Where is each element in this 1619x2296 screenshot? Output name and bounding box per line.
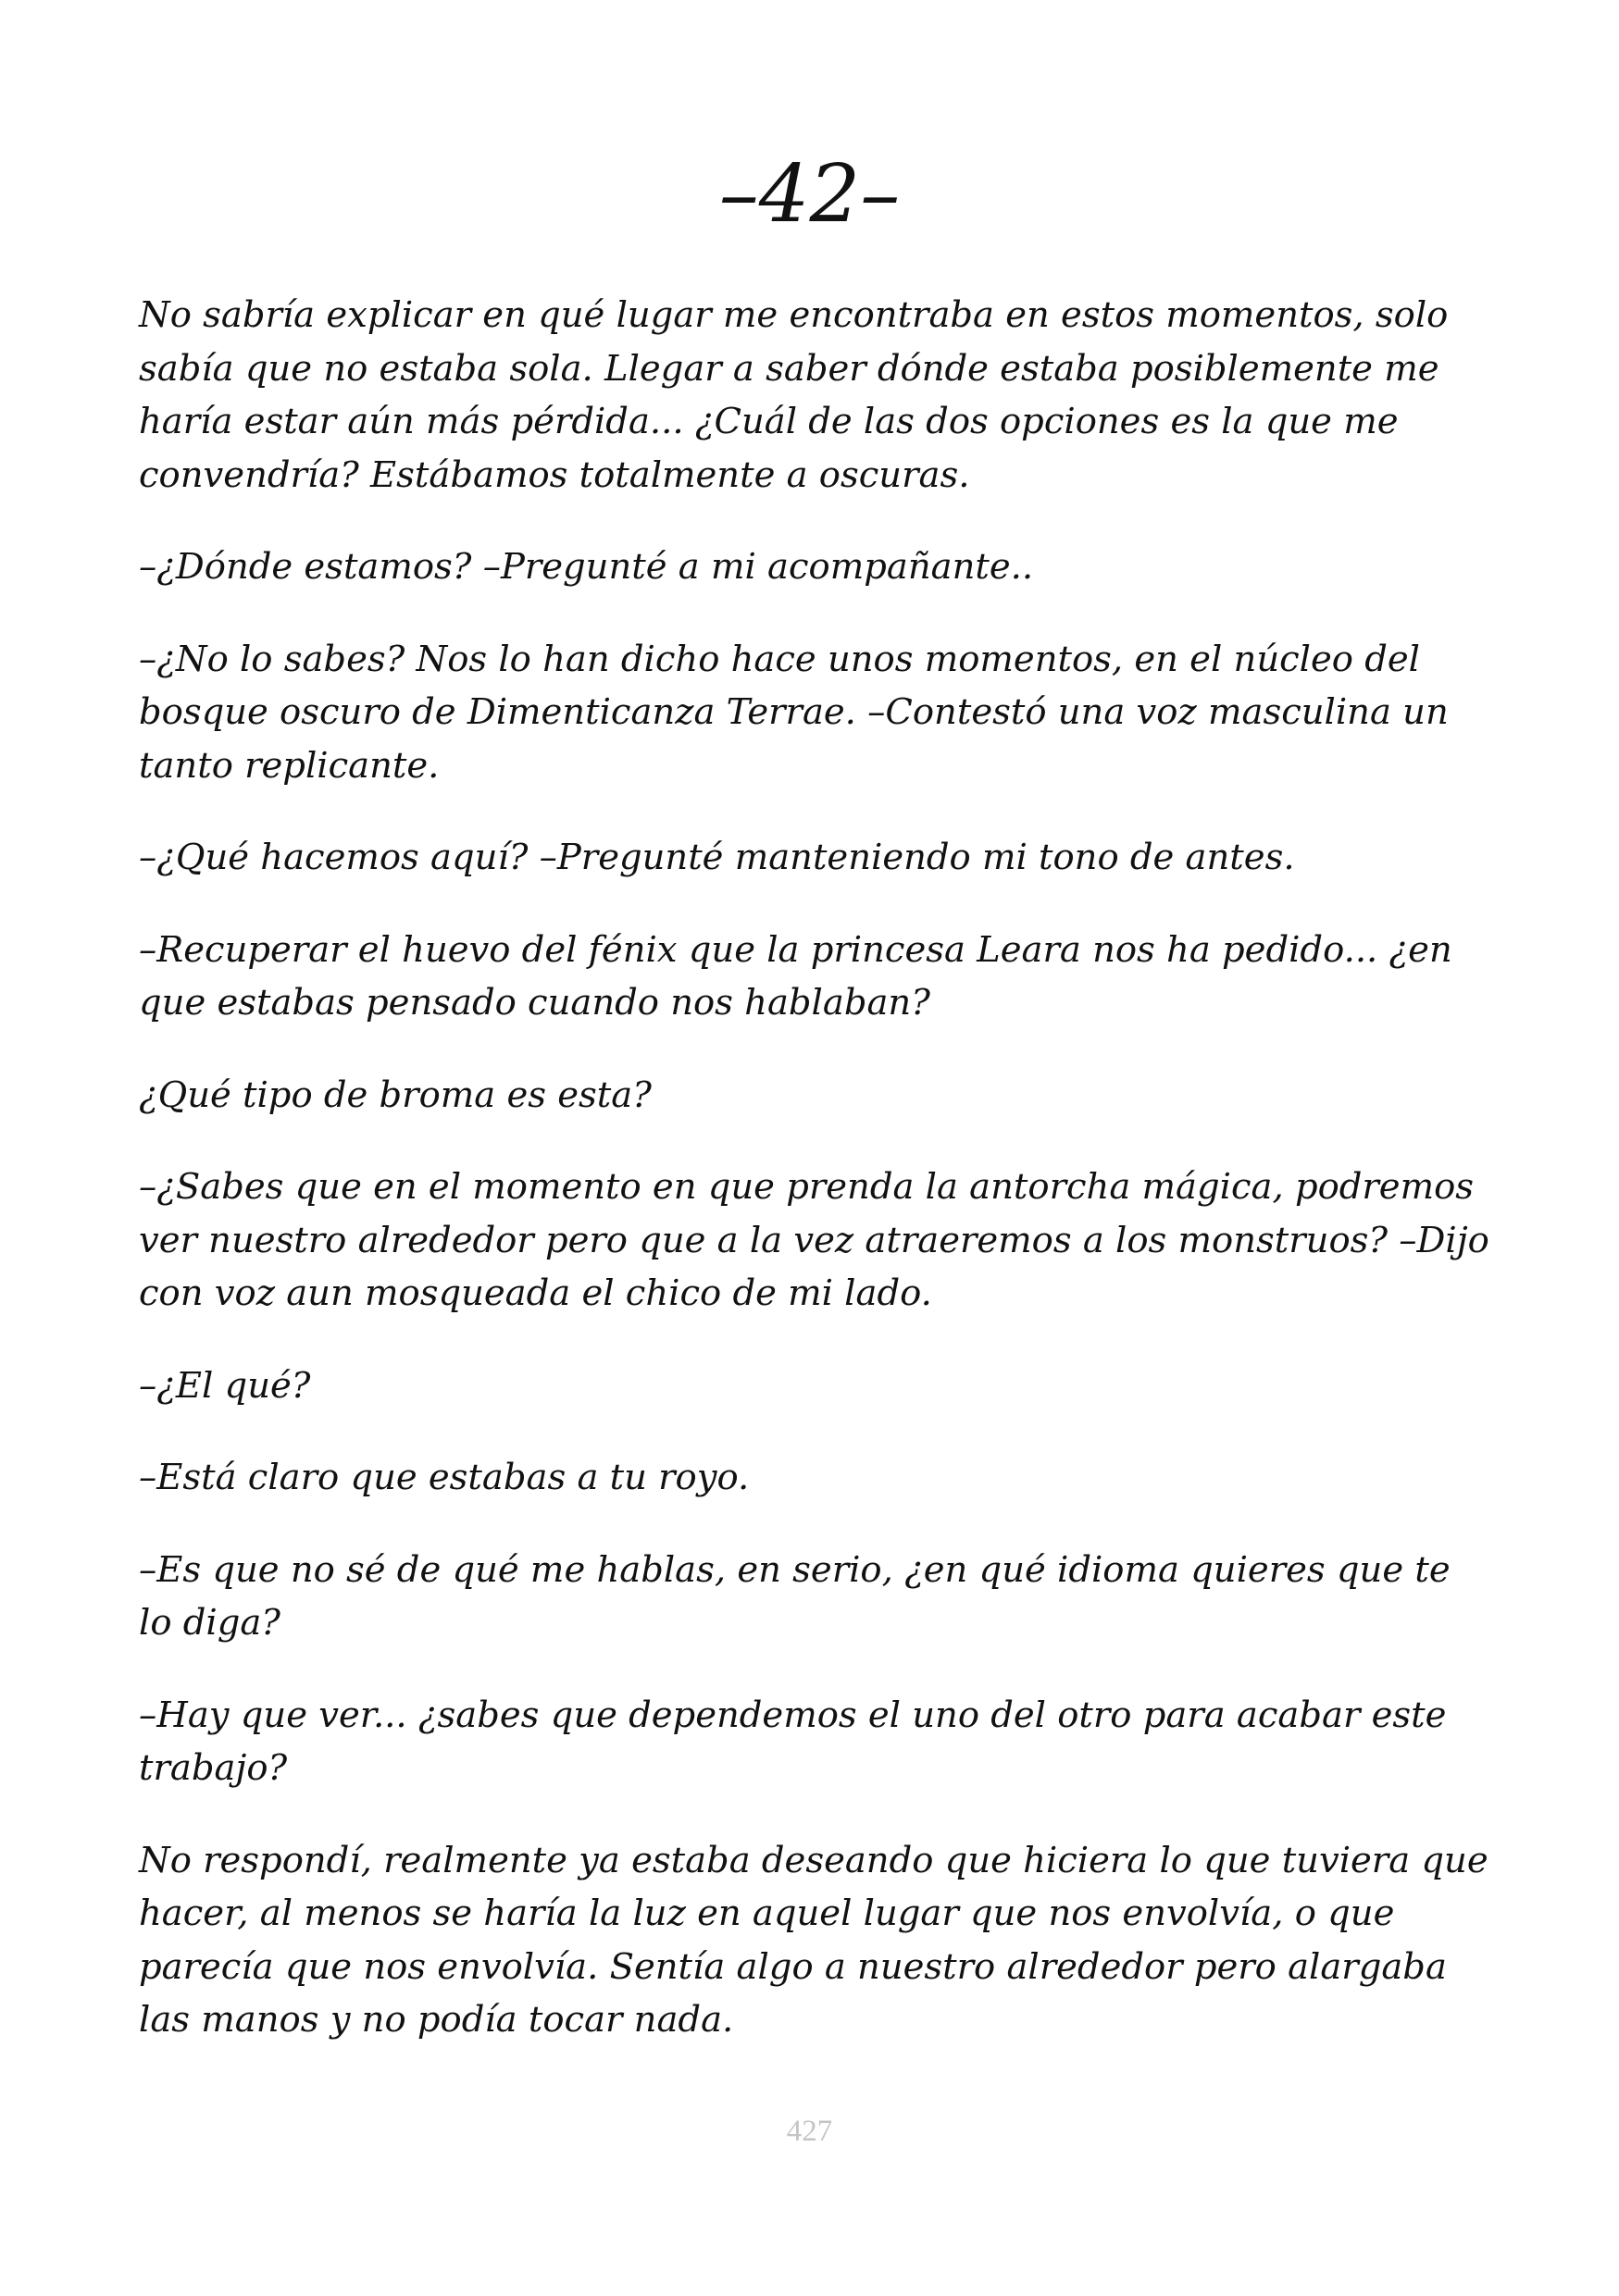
paragraph: –Recuperar el huevo del fénix que la princesa Leara nos ha pedido... ¿en que estabas pensado cuando nos hablaban?	[139, 928, 1452, 1024]
paragraph: –¿Sabes que en el momento en que prenda la antorcha mágica, podremos ver nuestro alrededor pero que a la vez atraeremos a los monstruos? –Dijo con voz aun mosqueada el chico de mi lado.	[139, 1166, 1489, 1314]
paragraph: No respondí, realmente ya estaba deseando que hiciera lo que tuviera que hacer, al menos se haría la luz en aquel lugar que nos envolvía, o que parecía que nos envolvía. Sentía algo a nuestro alrededor pero alargaba las manos y no podía tocar nada.	[139, 1839, 1488, 2041]
paragraph: –¿El qué?	[139, 1364, 311, 1407]
paragraph: –Hay que ver... ¿sabes que dependemos el uno del otro para acabar este trabajo?	[139, 1694, 1447, 1789]
paragraph: –Está claro que estabas a tu royo.	[139, 1457, 750, 1498]
paragraph: –¿No lo sabes? Nos lo han dicho hace unos momentos, en el núcleo del bosque oscuro de Dimenticanza Terrae. –Contestó una voz masculina un tanto replicante.	[139, 638, 1449, 787]
paragraph: –¿Dónde estamos? –Pregunté a mi acompañante..	[139, 546, 1034, 588]
paragraph: –¿Qué hacemos aquí? –Pregunté manteniendo mi tono de antes.	[139, 837, 1295, 878]
page-number: 427	[786, 2115, 833, 2148]
chapter-title: –42–	[718, 148, 901, 241]
paragraph: No sabría explicar en qué lugar me encontraba en estos momentos, solo sabía que no estaba sola. Llegar a saber dónde estaba posiblemente me haría estar aún más pérdida... ¿Cuál de las dos opciones es la que me convendría? Estábamos totalmente a oscuras.	[139, 294, 1449, 496]
paragraph: ¿Qué tipo de broma es esta?	[139, 1074, 652, 1116]
paragraph: –Es que no sé de qué me hablas, en serio, ¿en qué idioma quieres que te lo diga?	[139, 1548, 1451, 1644]
chapter-body	[139, 289, 1490, 2086]
